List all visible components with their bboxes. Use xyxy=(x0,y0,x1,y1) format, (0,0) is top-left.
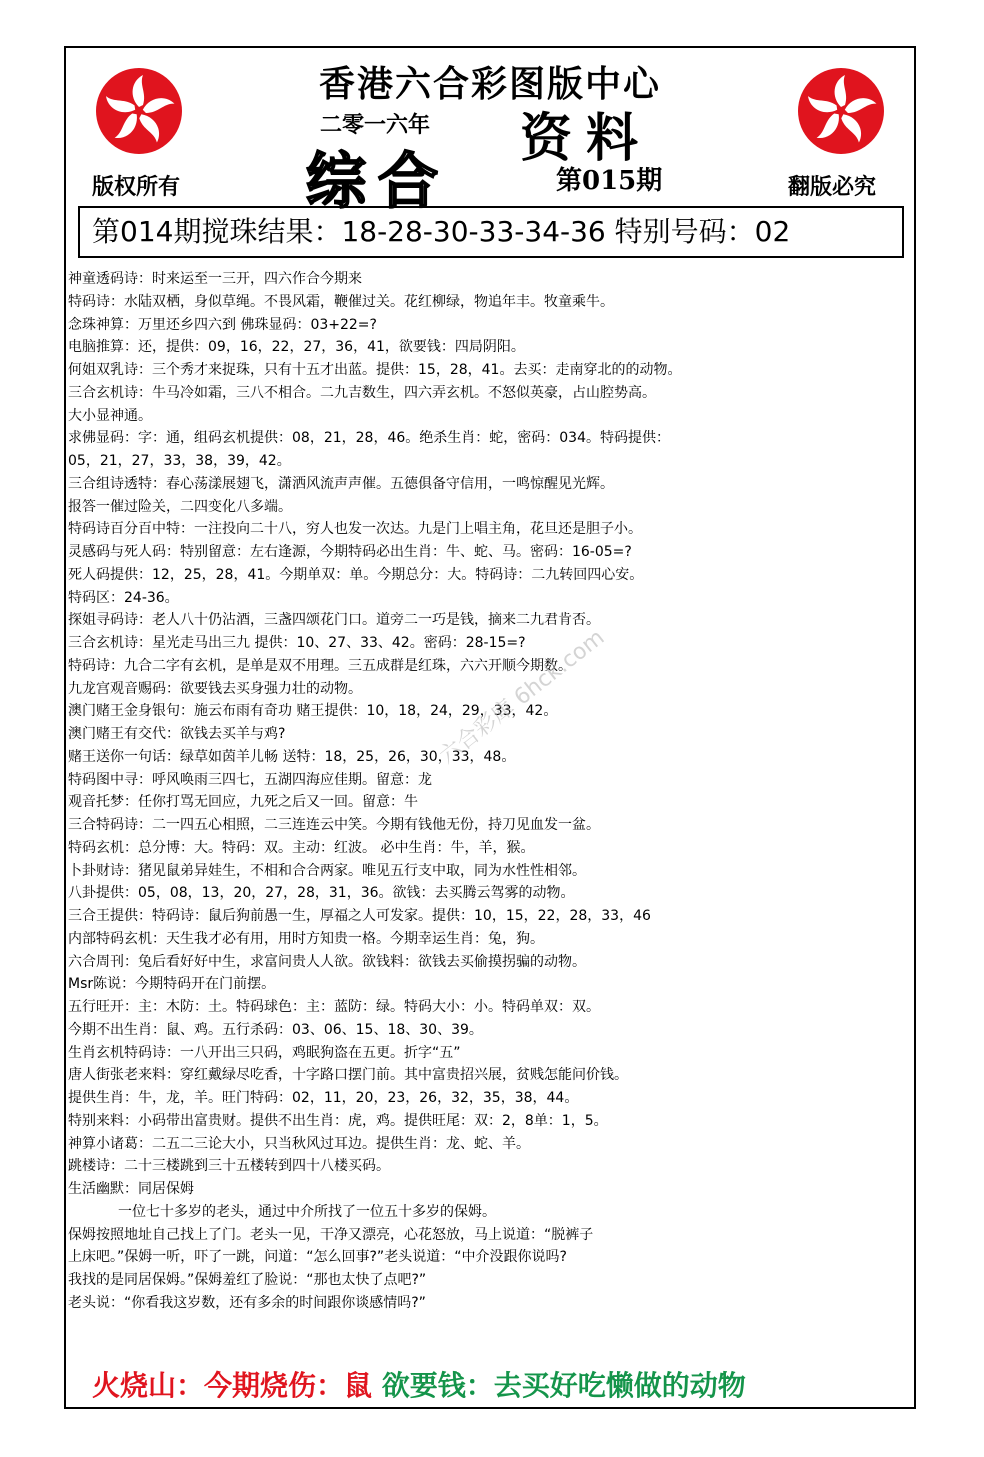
content-line: 我找的是同居保姆。”保姆羞红了脸说：“那也太快了点吧?” xyxy=(68,1272,427,1288)
content-line: 生肖玄机特码诗：一八开出三只码，鸡眠狗盗在五更。折字“五” xyxy=(68,1044,461,1061)
content-line: 观音托梦：任你打骂无回应，九死之后又一回。留意：牛 xyxy=(68,794,418,811)
content-line: 特码诗百分百中特：一注投向二十八，穷人也发一次达。九是门上唱主角，花旦还是胆子小。 xyxy=(68,521,642,538)
copyright-label: 版权所有 xyxy=(92,174,181,200)
content-line: 保姆按照地址自己找上了门。老头一见，干净又漂亮，心花怒放，马上说道：“脱裤子 xyxy=(68,1226,594,1243)
content-line: 求佛显码：字：通，组码玄机提供：08，21，28，46。绝杀生肖：蛇，密码：034。特码提供： xyxy=(68,430,670,447)
bauhinia-icon xyxy=(798,68,884,154)
draw-result-box: 第014期搅珠结果：18-28-30-33-34-36 特别号码：02 xyxy=(78,206,904,258)
content-line: 特别来料：小码带出富贵财。提供不出生肖：虎，鸡。提供旺尾：双：2，8单：1，5。 xyxy=(68,1112,608,1129)
page-title: 香港六合彩图版中心 xyxy=(318,63,661,105)
content-line: 三合组诗透特：春心荡漾展翅飞，潇洒风流声声催。五德俱备守信用，一鸣惊醒见光辉。 xyxy=(68,475,614,492)
content-line: 跳楼诗：二十三楼跳到三十五楼转到四十八楼买码。 xyxy=(68,1158,390,1175)
content-line: 赌王送你一句话：绿草如茵羊儿畅 送特：18，25，26，30，33，48。 xyxy=(68,748,516,765)
content-line: 何姐双乳诗：三个秀才来捉珠，只有十五才出蓝。提供：15，28，41。去买：走南穿北的的动物。 xyxy=(68,362,682,378)
bauhinia-logo-right xyxy=(798,68,884,154)
content-line: 灵感码与死人码：特别留意：左右逢源，今期特码必出生肖：牛、蛇、马。密码：16-05=? xyxy=(68,544,632,560)
ziliao-heading: 资料 xyxy=(520,108,653,169)
content-line: 上床吧。”保姆一听，吓了一跳，问道：“怎么回事?”老头说道：“中介没跟你说吗? xyxy=(68,1249,567,1266)
no-reprint-label: 翻版必究 xyxy=(788,174,877,200)
content-line: 提供生肖：牛，龙，羊。旺门特码：02，11，20，23，26，32，35，38，44。 xyxy=(68,1090,579,1106)
content-line: 三合王提供：特码诗：鼠后狗前愚一生，厚福之人可发家。提供：10，15，22，28，33，46 xyxy=(68,908,651,924)
content-line: 唐人街张老来料：穿红戴绿尽吃香，十字路口摆门前。其中富贵招兴展，贫贱怎能问价钱。 xyxy=(68,1067,628,1084)
content-line: 特码玄机：总分博：大。特码：双。主动：红波。 必中生肖：牛，羊，猴。 xyxy=(68,839,535,856)
content-line: 生活幽默：同居保姆 xyxy=(68,1181,194,1197)
content-line: 三合特码诗：二一四五心相照，二三连连云中笑。今期有钱他无份，持刀见血发一盆。 xyxy=(68,817,600,833)
content-line: 神童透码诗：时来运至一三开，四六作合今期来 xyxy=(68,271,362,287)
footer-part-red: 火烧山：今期烧伤：鼠 xyxy=(92,1369,373,1402)
footer-banner xyxy=(92,1364,746,1404)
content-line: 五行旺开：主：木防：土。特码球色：主：蓝防：绿。特码大小：小。特码单双：双。 xyxy=(68,999,600,1015)
content-line: 一位七十多岁的老头，通过中介所找了一位五十多岁的保姆。 xyxy=(118,1203,496,1220)
watermark: 六合彩庫 6hck.com xyxy=(434,625,610,770)
content-line: 大小显神通。 xyxy=(68,407,152,424)
content-line: 六合周刊：兔后看好好中生，求富问贵人人欲。欲钱料：欲钱去买偷摸拐骗的动物。 xyxy=(68,953,586,970)
content-line: 三合玄机诗：牛马冷如霜，三八不相合。二九吉数生，四六弄玄机。不怒似英豪，占山腔势高。 xyxy=(68,384,656,401)
content-line: 特码区：24-36。 xyxy=(68,589,179,606)
footer-part-green: 欲要钱：去买好吃懒做的动物 xyxy=(381,1369,746,1402)
content-line: 澳门赌王有交代：欲钱去买羊与鸡? xyxy=(68,726,286,742)
bauhinia-logo-left xyxy=(96,68,182,154)
content-line: 特码图中寻：呼风唤雨三四七，五湖四海应佳期。留意：龙 xyxy=(68,771,432,788)
content-line: 八卦提供：05，08，13，20，27，28，31，36。欲钱：去买腾云驾雾的动物。 xyxy=(68,885,575,902)
content-line: 老头说：“你看我这岁数，还有多余的时间跟你谈感情吗?” xyxy=(68,1294,426,1311)
bauhinia-icon xyxy=(96,68,182,154)
content-line: 三合玄机诗：星光走马出三九 提供：10、27、33、42。密码：28-15=? xyxy=(68,635,526,651)
issue-number: 第015期 xyxy=(556,166,663,196)
content-line: 特码诗：九合二字有玄机，是单是双不用理。三五成群是红珠，六六开顺今期数。 xyxy=(68,657,572,674)
content-line: Msr陈说：今期特码开在门前摆。 xyxy=(68,976,276,993)
content-line: 神算小诸葛：二五二三论大小，只当秋风过耳边。提供生肖：龙、蛇、羊。 xyxy=(68,1135,530,1152)
content-line: 05，21，27，33，38，39，42。 xyxy=(68,453,291,469)
content-line: 电脑推算：还，提供：09，16，22，27，36，41，欲要钱：四局阴阳。 xyxy=(68,339,525,356)
year-label: 二零一六年 xyxy=(320,112,431,138)
content-line: 内部特码玄机：天生我才必有用，用时方知贵一格。今期幸运生肖：兔，狗。 xyxy=(68,930,544,947)
content-line: 特码诗：水陆双栖，身似草绳。不畏风霜，鞭催过关。花红柳绿，物追年丰。牧童乘牛。 xyxy=(68,293,614,310)
content-lines xyxy=(68,268,908,1315)
content-line: 九龙宫观音赐码：欲要钱去买身强力壮的动物。 xyxy=(68,680,362,697)
content-line: 探姐寻码诗：老人八十仍沾酒，三盏四颂花门口。道旁二一巧是钱，摘来二九君肯否。 xyxy=(68,612,600,629)
content-line: 卜卦财诗：猪见鼠弟异娃生，不相和合合两家。唯见五行支中取，同为水性性相邻。 xyxy=(68,862,586,879)
content-line: 今期不出生肖：鼠、鸡。五行杀码：03、06、15、18、30、39。 xyxy=(68,1021,483,1038)
content-line: 念珠神算：万里还乡四六到 佛珠显码：03+22=? xyxy=(68,316,377,333)
content-line: 澳门赌王金身银句：施云布雨有奇功 赌王提供：10，18，24，29，33，42。 xyxy=(68,703,558,720)
content-line: 死人码提供：12，25，28，41。今期单双：单。今期总分：大。特码诗：二九转回四心安。 xyxy=(68,566,644,583)
zonghe-heading: 综合 xyxy=(306,147,450,217)
content-line: 报答一催过险关，二四变化八多端。 xyxy=(68,498,292,515)
